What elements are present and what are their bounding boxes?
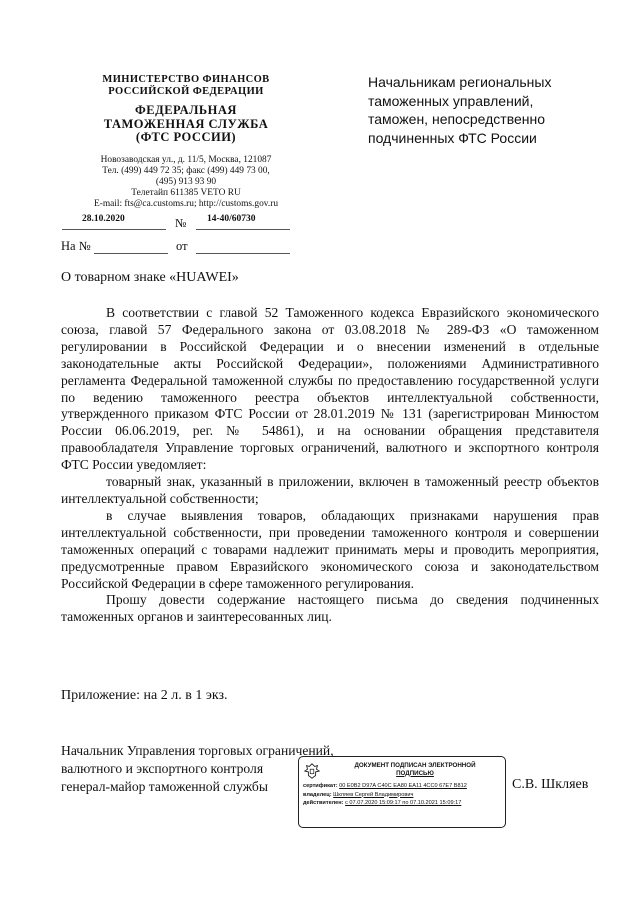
sender-header (60, 74, 312, 210)
stamp-certificate-row (303, 782, 503, 791)
reference-date-label: от (176, 239, 188, 253)
letter-body (61, 305, 599, 626)
body-paragraph: В соответствии с главой 52 Таможенного кодекса Евразийского экономического союза, главой 57 Федерального закона от 03.08.2018 № 289-ФЗ «О таможенном регулировании в Российской Федерации и о внесении изменений в отдельные законодательные акты Российской Федерации», положениями Административного регламента Федеральной таможенной службы по предоставлению государственной услуги по ведению таможенного реестра объектов интеллектуальной собственности, утвержденного приказом ФТС России от 28.01.2019 № 131 (зарегистрирован Минюстом России 06.06.2019, рег. № 54861), и на основании обращения представителя правообладателя Управление торговых ограничений, валютного и экспортного контроля ФТС России уведомляет: (61, 305, 599, 473)
stamp-owner-row (303, 791, 503, 800)
owner-value: Шкляев Сергей Владимирович (333, 791, 414, 798)
letter-subject: О товарном знаке «HUAWEI» (61, 270, 239, 285)
validity-value: с 07.07.2020 15:09:17 по 07.10.2021 15:09:17 (345, 800, 462, 807)
service-name (60, 104, 312, 145)
address-line: Тел. (499) 449 72 35; факс (499) 449 73 00, (102, 165, 270, 176)
address-line: Телетайп 611385 VETO RU (131, 187, 241, 198)
reference-number-label: На № (61, 239, 91, 253)
body-paragraph: Прошу довести содержание настоящего письма до сведения подчиненных таможенных органов и заинтересованных лиц. (61, 592, 599, 625)
addressee-line: Начальникам региональных (368, 74, 552, 90)
certificate-value: 00 E0B2 D97A C40C EA80 EA11 4CC0 67E7 B812 (339, 783, 467, 789)
attachment-note: Приложение: на 2 л. в 1 экз. (61, 688, 228, 703)
owner-label: владелец: (303, 791, 332, 798)
ministry-line: МИНИСТЕРСТВО ФИНАНСОВ (102, 74, 270, 85)
stamp-validity-row (303, 799, 503, 808)
body-paragraph: товарный знак, указанный в приложении, включен в таможенный реестр объектов интеллектуальной собственности; (61, 474, 599, 506)
address-line: Новозаводская ул., д. 11/5, Москва, 121087 (100, 154, 272, 165)
document-date: 28.10.2020 (82, 214, 125, 224)
stamp-title-line: ДОКУМЕНТ ПОДПИСАН ЭЛЕКТРОННОЙ (354, 762, 476, 769)
service-line: ТАМОЖЕННАЯ СЛУЖБА (103, 116, 269, 131)
date-underline (62, 229, 166, 230)
addressee-line: таможен, непосредственно (368, 111, 546, 127)
document-number: 14-40/60730 (207, 214, 256, 224)
addressee-block (368, 73, 598, 147)
address-line: (495) 913 93 90 (155, 176, 217, 187)
addressee-line: подчиненных ФТС России (368, 129, 537, 146)
position-line: Начальник Управления торговых ограничений, (61, 743, 334, 758)
stamp-title-line: ПОДПИСЬЮ (396, 769, 434, 777)
position-line: валютного и экспортного контроля (61, 761, 264, 776)
reference-number-line (94, 253, 168, 254)
validity-label: действителен: (303, 800, 344, 807)
coat-of-arms-icon (303, 762, 321, 780)
service-line: ФЕДЕРАЛЬНАЯ (135, 103, 237, 117)
number-sign: № (175, 216, 187, 230)
signatory-position (61, 742, 334, 796)
electronic-signature-stamp (298, 756, 506, 828)
certificate-label: сертификат: (303, 783, 338, 789)
service-line: (ФТС РОССИИ) (135, 130, 237, 144)
ministry-name (60, 74, 312, 98)
signatory-name: С.В. Шкляев (512, 777, 589, 792)
address-line: E-mail: fts@ca.customs.ru; http://customs.gov.ru (93, 198, 279, 209)
reference-date-line (196, 253, 290, 254)
number-underline (196, 229, 290, 230)
position-line: генерал-майор таможенной службы (61, 779, 268, 794)
body-paragraph: в случае выявления товаров, обладающих признаками нарушения прав интеллектуальной собственности, при проведении таможенного контроля и совершении таможенных операций с товарами надлежит принимать меры и проводить мероприятия, предусмотренные правом Евразийского экономического союза и законодательством Российской Федерации в сфере таможенного регулирования. (61, 507, 599, 591)
stamp-details (303, 782, 503, 808)
addressee-line: таможенных управлений, (368, 92, 534, 109)
stamp-title (329, 762, 501, 777)
ministry-line: РОССИЙСКОЙ ФЕДЕРАЦИИ (108, 86, 264, 97)
sender-address (60, 155, 312, 210)
